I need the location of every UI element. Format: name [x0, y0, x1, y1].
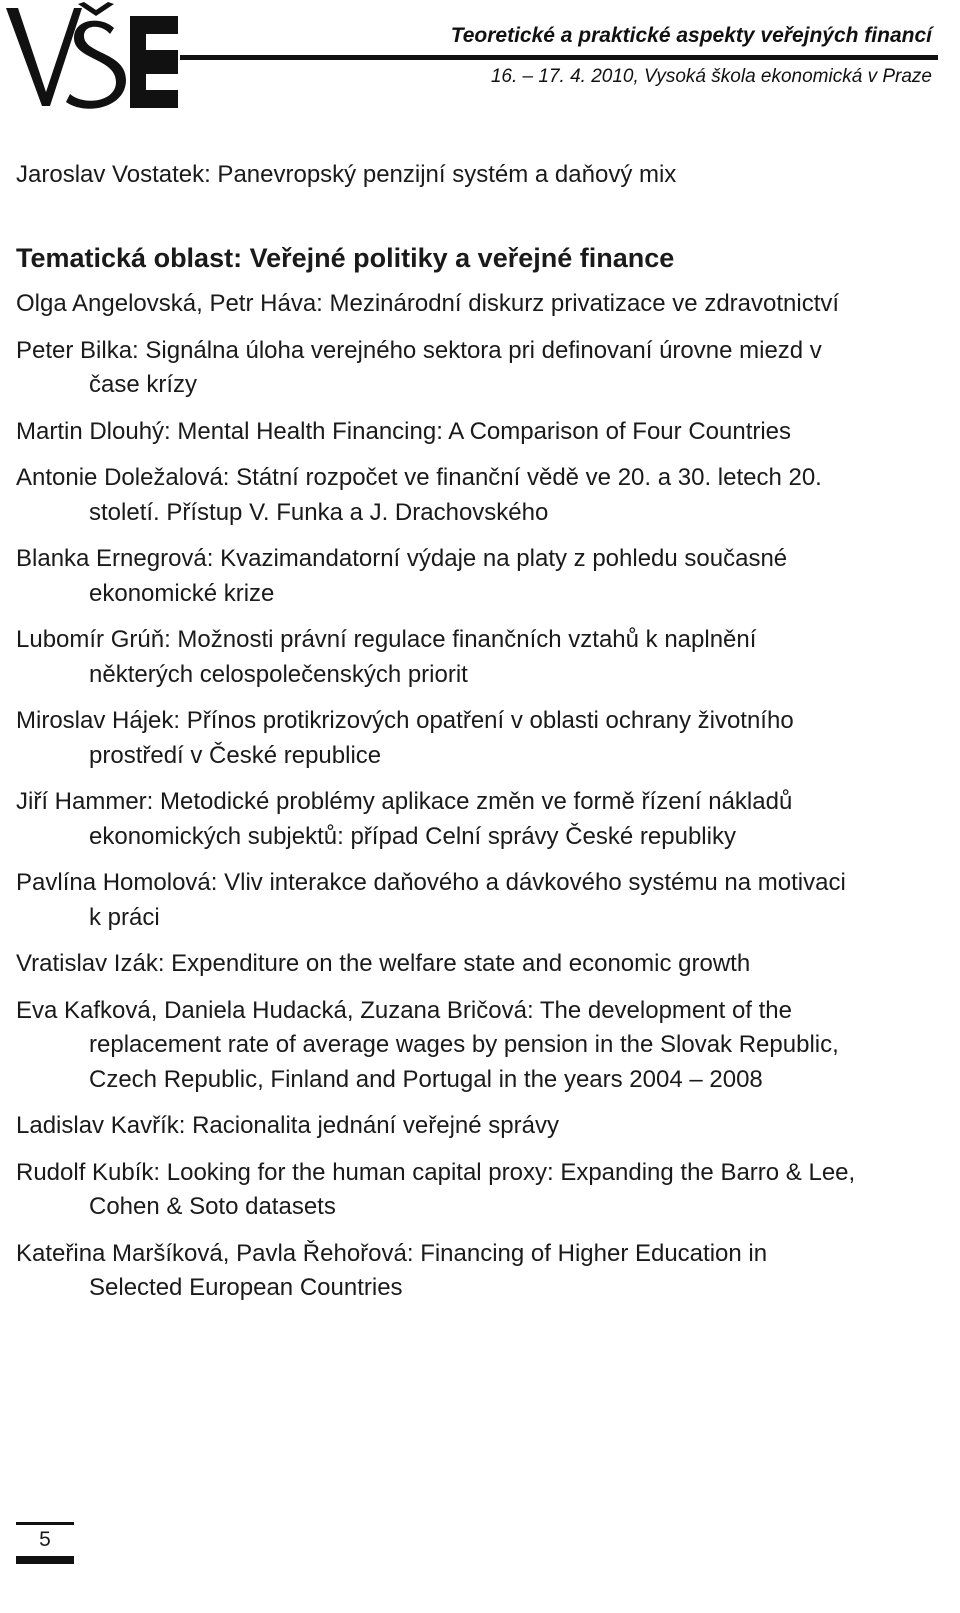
header-divider — [180, 55, 938, 60]
paper-entry: Kateřina Maršíková, Pavla Řehořová: Financing of Higher Education in Selected European Countries — [16, 1239, 768, 1301]
paper-entry: Olga Angelovská, Petr Háva: Mezinárodní diskurz privatizace ve zdravotnictví — [16, 290, 840, 317]
paper-entry: Vratislav Izák: Expenditure on the welfare state and economic growth — [16, 950, 751, 977]
conference-title: Teoretické a praktické aspekty veřejných financí — [450, 24, 932, 47]
paper-entry: Martin Dlouhý: Mental Health Financing: A Comparison of Four Countries — [16, 417, 792, 445]
paper-entry: Rudolf Kubík: Looking for the human capital proxy: Expanding the Barro & Lee, Cohen & Soto datasets — [16, 1158, 856, 1220]
conference-date-venue: 16. – 17. 4. 2010, Vysoká škola ekonomická v Praze — [490, 66, 932, 87]
section-title: Tematická oblast: Veřejné politiky a veřejné finance — [16, 243, 675, 273]
page-header — [0, 0, 960, 120]
paper-entry: Peter Bilka: Signálna úloha verejného sektora pri definovaní úrovne miezd v čase krízy — [16, 336, 822, 398]
paper-entry: Ladislav Kavřík: Racionalita jednání veřejné správy — [16, 1112, 559, 1139]
vse-logo — [4, 2, 184, 110]
footer-rule-top — [16, 1522, 74, 1525]
page-number: 5 — [39, 1528, 51, 1551]
paper-entry: Antonie Doležalová: Státní rozpočet ve finanční vědě ve 20. a 30. letech 20. století. Přístup V. Funka a J. Drachovského — [16, 464, 822, 526]
paper-entry: Jiří Hammer: Metodické problémy aplikace změn ve formě řízení nákladů ekonomických subjektů: případ Celní správy České republiky — [16, 788, 793, 850]
paper-entry: Pavlína Homolová: Vliv interakce daňového a dávkového systému na motivaci k práci — [16, 869, 846, 931]
paper-list — [16, 287, 856, 1318]
footer-rule-bottom — [16, 1556, 74, 1564]
intro-entry: Jaroslav Vostatek: Panevropský penzijní systém a daňový mix — [16, 161, 677, 188]
paper-entry: Lubomír Grúň: Možnosti právní regulace finančních vztahů k naplnění některých celospolečenských priorit — [16, 626, 757, 688]
paper-entry: Eva Kafková, Daniela Hudacká, Zuzana Bričová: The development of the replacement rate of average wages by pension in the Slovak Republic, Czech Republic, Finland and Portugal in the years 2004 – 2008 — [16, 996, 839, 1093]
paper-entry: Blanka Ernegrová: Kvazimandatorní výdaje na platy z pohledu současné ekonomické krize — [16, 545, 788, 607]
paper-entry: Miroslav Hájek: Přínos protikrizových opatření v oblasti ochrany životního prostředí v České republice — [16, 707, 794, 769]
